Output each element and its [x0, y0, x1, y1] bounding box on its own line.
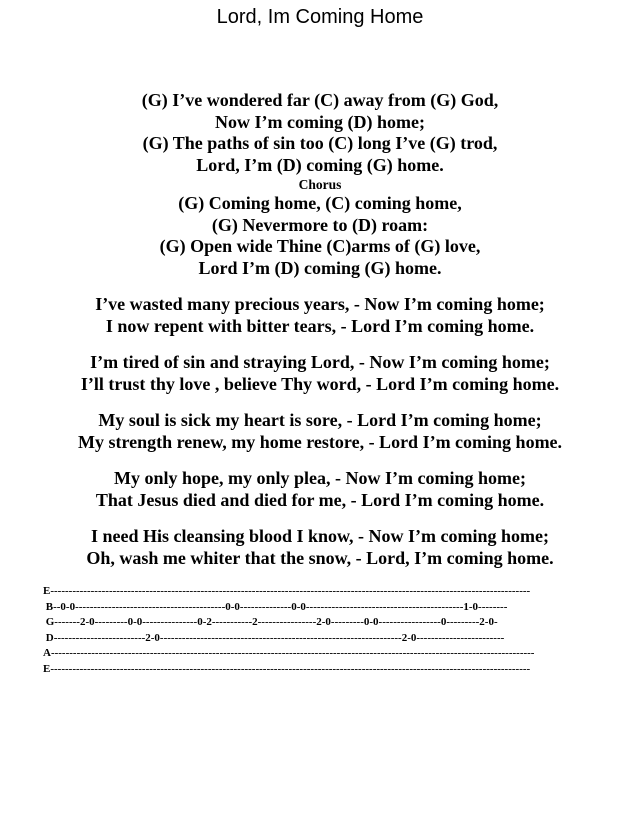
verse-line: Lord, I’m (D) coming (G) home. [196, 154, 444, 175]
chorus [0, 193, 640, 279]
stanza-3 [0, 352, 640, 395]
tab-string-g: G-------2-0---------0-0---------------0-2-----------2----------------2-0---------0-0-----------------0---------2-0- [43, 616, 498, 629]
stanza-line: I now repent with bitter tears, - Lord I’m coming home. [105, 315, 535, 336]
chorus-line: (G) Coming home, (C) coming home, [178, 193, 462, 213]
stanza-line: That Jesus died and died for me, - Lord I’m coming home. [95, 489, 545, 510]
tab-string-high-e: E----------------------------------------------------------------------------------------------------------------------------------- [43, 585, 531, 597]
verse-line: Now I’m coming (D) home; [215, 111, 425, 132]
stanza-5 [0, 468, 640, 511]
stanza-line: I’ve wasted many precious years, - Now I’m coming home; [95, 294, 545, 314]
stanza-line: My strength renew, my home restore, - Lord I’m coming home. [77, 431, 563, 452]
verse-line: (G) The paths of sin too (C) long I’ve (G) trod, [142, 133, 498, 153]
tab-string-a: A------------------------------------------------------------------------------------------------------------------------------------ [43, 647, 535, 660]
guitar-tablature [43, 584, 603, 678]
lyrics [0, 90, 640, 569]
song-title: Lord, Im Coming Home [216, 6, 424, 28]
chorus-label: Chorus [298, 177, 342, 192]
stanza-line: I’m tired of sin and straying Lord, - Now I’m coming home; [90, 352, 550, 372]
verse-1 [0, 90, 640, 176]
stanza-6 [0, 526, 640, 569]
chorus-line: Lord I’m (D) coming (G) home. [198, 257, 442, 278]
stanza-line: My only hope, my only plea, - Now I’m coming home; [114, 468, 526, 488]
verse-line: (G) I’ve wondered far (C) away from (G) God, [141, 90, 499, 110]
stanza-line: I’ll trust thy love , believe Thy word, - Lord I’m coming home. [80, 373, 560, 394]
chorus-line: (G) Open wide Thine (C)arms of (G) love, [159, 236, 481, 256]
stanza-4 [0, 410, 640, 453]
tab-string-d: D-------------------------2-0------------------------------------------------------------------2-0------------------------ [43, 631, 505, 644]
stanza-line: I need His cleansing blood I know, - Now I’m coming home; [90, 526, 550, 546]
stanza-line: Oh, wash me whiter that the snow, - Lord, I’m coming home. [86, 547, 554, 568]
stanza-2 [0, 294, 640, 337]
stanza-line: My soul is sick my heart is sore, - Lord I’m coming home; [98, 410, 542, 430]
tab-string-low-e: E----------------------------------------------------------------------------------------------------------------------------------- [43, 662, 531, 675]
chorus-line: (G) Nevermore to (D) roam: [211, 214, 429, 235]
tab-string-b: B--0-0-----------------------------------------0-0--------------0-0-------------------------------------------1-0-------- [43, 600, 508, 613]
